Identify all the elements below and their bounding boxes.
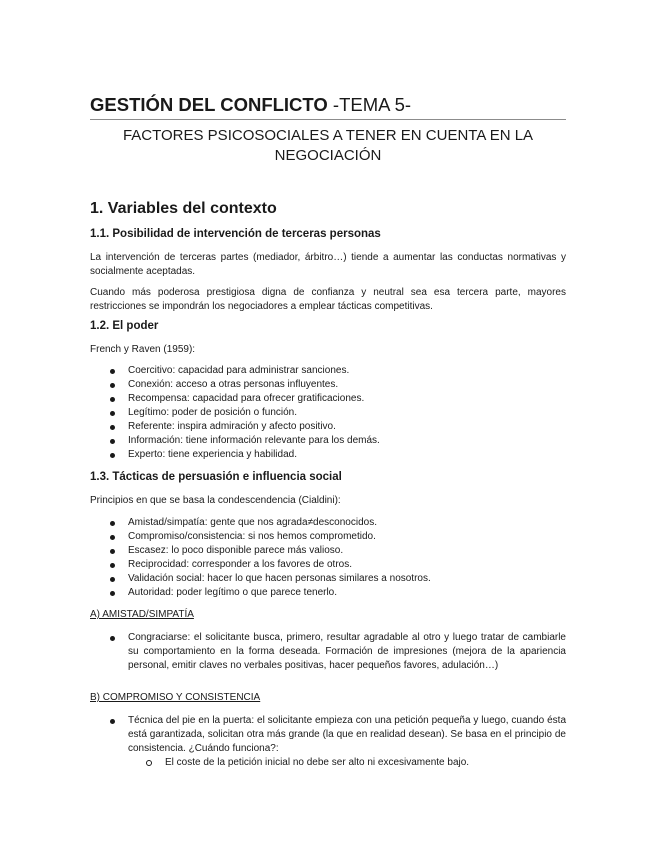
- bullet-icon: [110, 397, 115, 402]
- power-list: [90, 364, 566, 462]
- bullet-icon: [110, 549, 115, 554]
- paragraph: Cuando más poderosa prestigiosa digna de confianza y neutral sea esa tercera parte, mayores restricciones se impondrán los negociadores a emplear tácticas competitivas.: [90, 287, 566, 312]
- bullet-icon: [110, 591, 115, 596]
- underlined-heading: B) COMPROMISO Y CONSISTENCIA: [90, 692, 261, 703]
- subsection-heading: 1.2. El poder: [90, 320, 159, 332]
- bullet-icon: [110, 719, 115, 724]
- list-item: Escasez: lo poco disponible parece más valioso.: [90, 544, 566, 558]
- title-rest: -TEMA 5-: [327, 94, 412, 115]
- bullet-icon: [110, 563, 115, 568]
- bullet-icon: [110, 439, 115, 444]
- bullet-icon: [110, 577, 115, 582]
- list-item: Reciprocidad: corresponder a los favores de otros.: [90, 558, 566, 572]
- list-item: Amistad/simpatía: gente que nos agrada≠desconocidos.: [90, 516, 566, 530]
- bullet-icon: [110, 369, 115, 374]
- list-item-text: Congraciarse: el solicitante busca, primero, resultar agradable al otro y luego tratar de cambiarle su comportamiento en la forma deseada. Formación de impresiones (mejora de la apariencia personal, emitir claves no verbales positivas, hacer pequeños favores, adulación…): [128, 632, 566, 671]
- list-item: Legítimo: poder de posición o función.: [90, 406, 566, 420]
- list-item: Referente: inspira admiración y afecto positivo.: [90, 420, 566, 434]
- list-item: Experto: tiene experiencia y habilidad.: [90, 448, 566, 462]
- document-subtitle: FACTORES PSICOSOCIALES A TENER EN CUENTA EN LA NEGOCIACIÓN: [122, 127, 534, 164]
- bullet-icon: [110, 383, 115, 388]
- list-item-text: Técnica del pie en la puerta: el solicitante empieza con una petición pequeña y luego, cuando ésta está garantizada, solicitan otra más grande (la que en realidad desean). Se basa en el principio de consistencia. ¿Cuándo funciona?:: [128, 715, 566, 754]
- list-item: Coercitivo: capacidad para administrar sanciones.: [90, 364, 566, 378]
- bullet-icon: [110, 425, 115, 430]
- paragraph: French y Raven (1959):: [90, 344, 196, 355]
- subsection-heading: 1.1. Posibilidad de intervención de terceras personas: [90, 228, 381, 240]
- underlined-heading: A) AMISTAD/SIMPATÍA: [90, 609, 194, 620]
- persuasion-list: [90, 516, 566, 600]
- bullet-icon: [110, 411, 115, 416]
- paragraph: La intervención de terceras partes (mediador, árbitro…) tiende a aumentar las conductas normativas y socialmente aceptadas.: [90, 252, 566, 277]
- paragraph: Principios en que se basa la condescendencia (Cialdini):: [90, 495, 341, 506]
- list-item: Recompensa: capacidad para ofrecer gratificaciones.: [90, 392, 566, 406]
- bullet-icon: [110, 453, 115, 458]
- list-item: Información: tiene información relevante para los demás.: [90, 434, 566, 448]
- subsection-heading: 1.3. Tácticas de persuasión e influencia social: [90, 471, 342, 483]
- title-bold: GESTIÓN DEL CONFLICTO: [90, 94, 328, 115]
- section-heading: 1. Variables del contexto: [90, 200, 277, 217]
- circle-bullet-icon: [146, 760, 152, 766]
- sub-list-item: [90, 756, 566, 770]
- list-item: Compromiso/consistencia: si nos hemos comprometido.: [90, 530, 566, 544]
- list-item: Autoridad: poder legítimo o que parece tenerlo.: [90, 586, 566, 600]
- list-item: [90, 631, 566, 673]
- list-item: [90, 714, 566, 756]
- bullet-icon: [110, 521, 115, 526]
- list-item: Conexión: acceso a otras personas influyentes.: [90, 378, 566, 392]
- document-title: [90, 94, 566, 120]
- list-item: Validación social: hacer lo que hacen personas similares a nosotros.: [90, 572, 566, 586]
- bullet-icon: [110, 535, 115, 540]
- sub-list-item-text: El coste de la petición inicial no debe ser alto ni excesivamente bajo.: [165, 757, 470, 768]
- bullet-icon: [110, 636, 115, 641]
